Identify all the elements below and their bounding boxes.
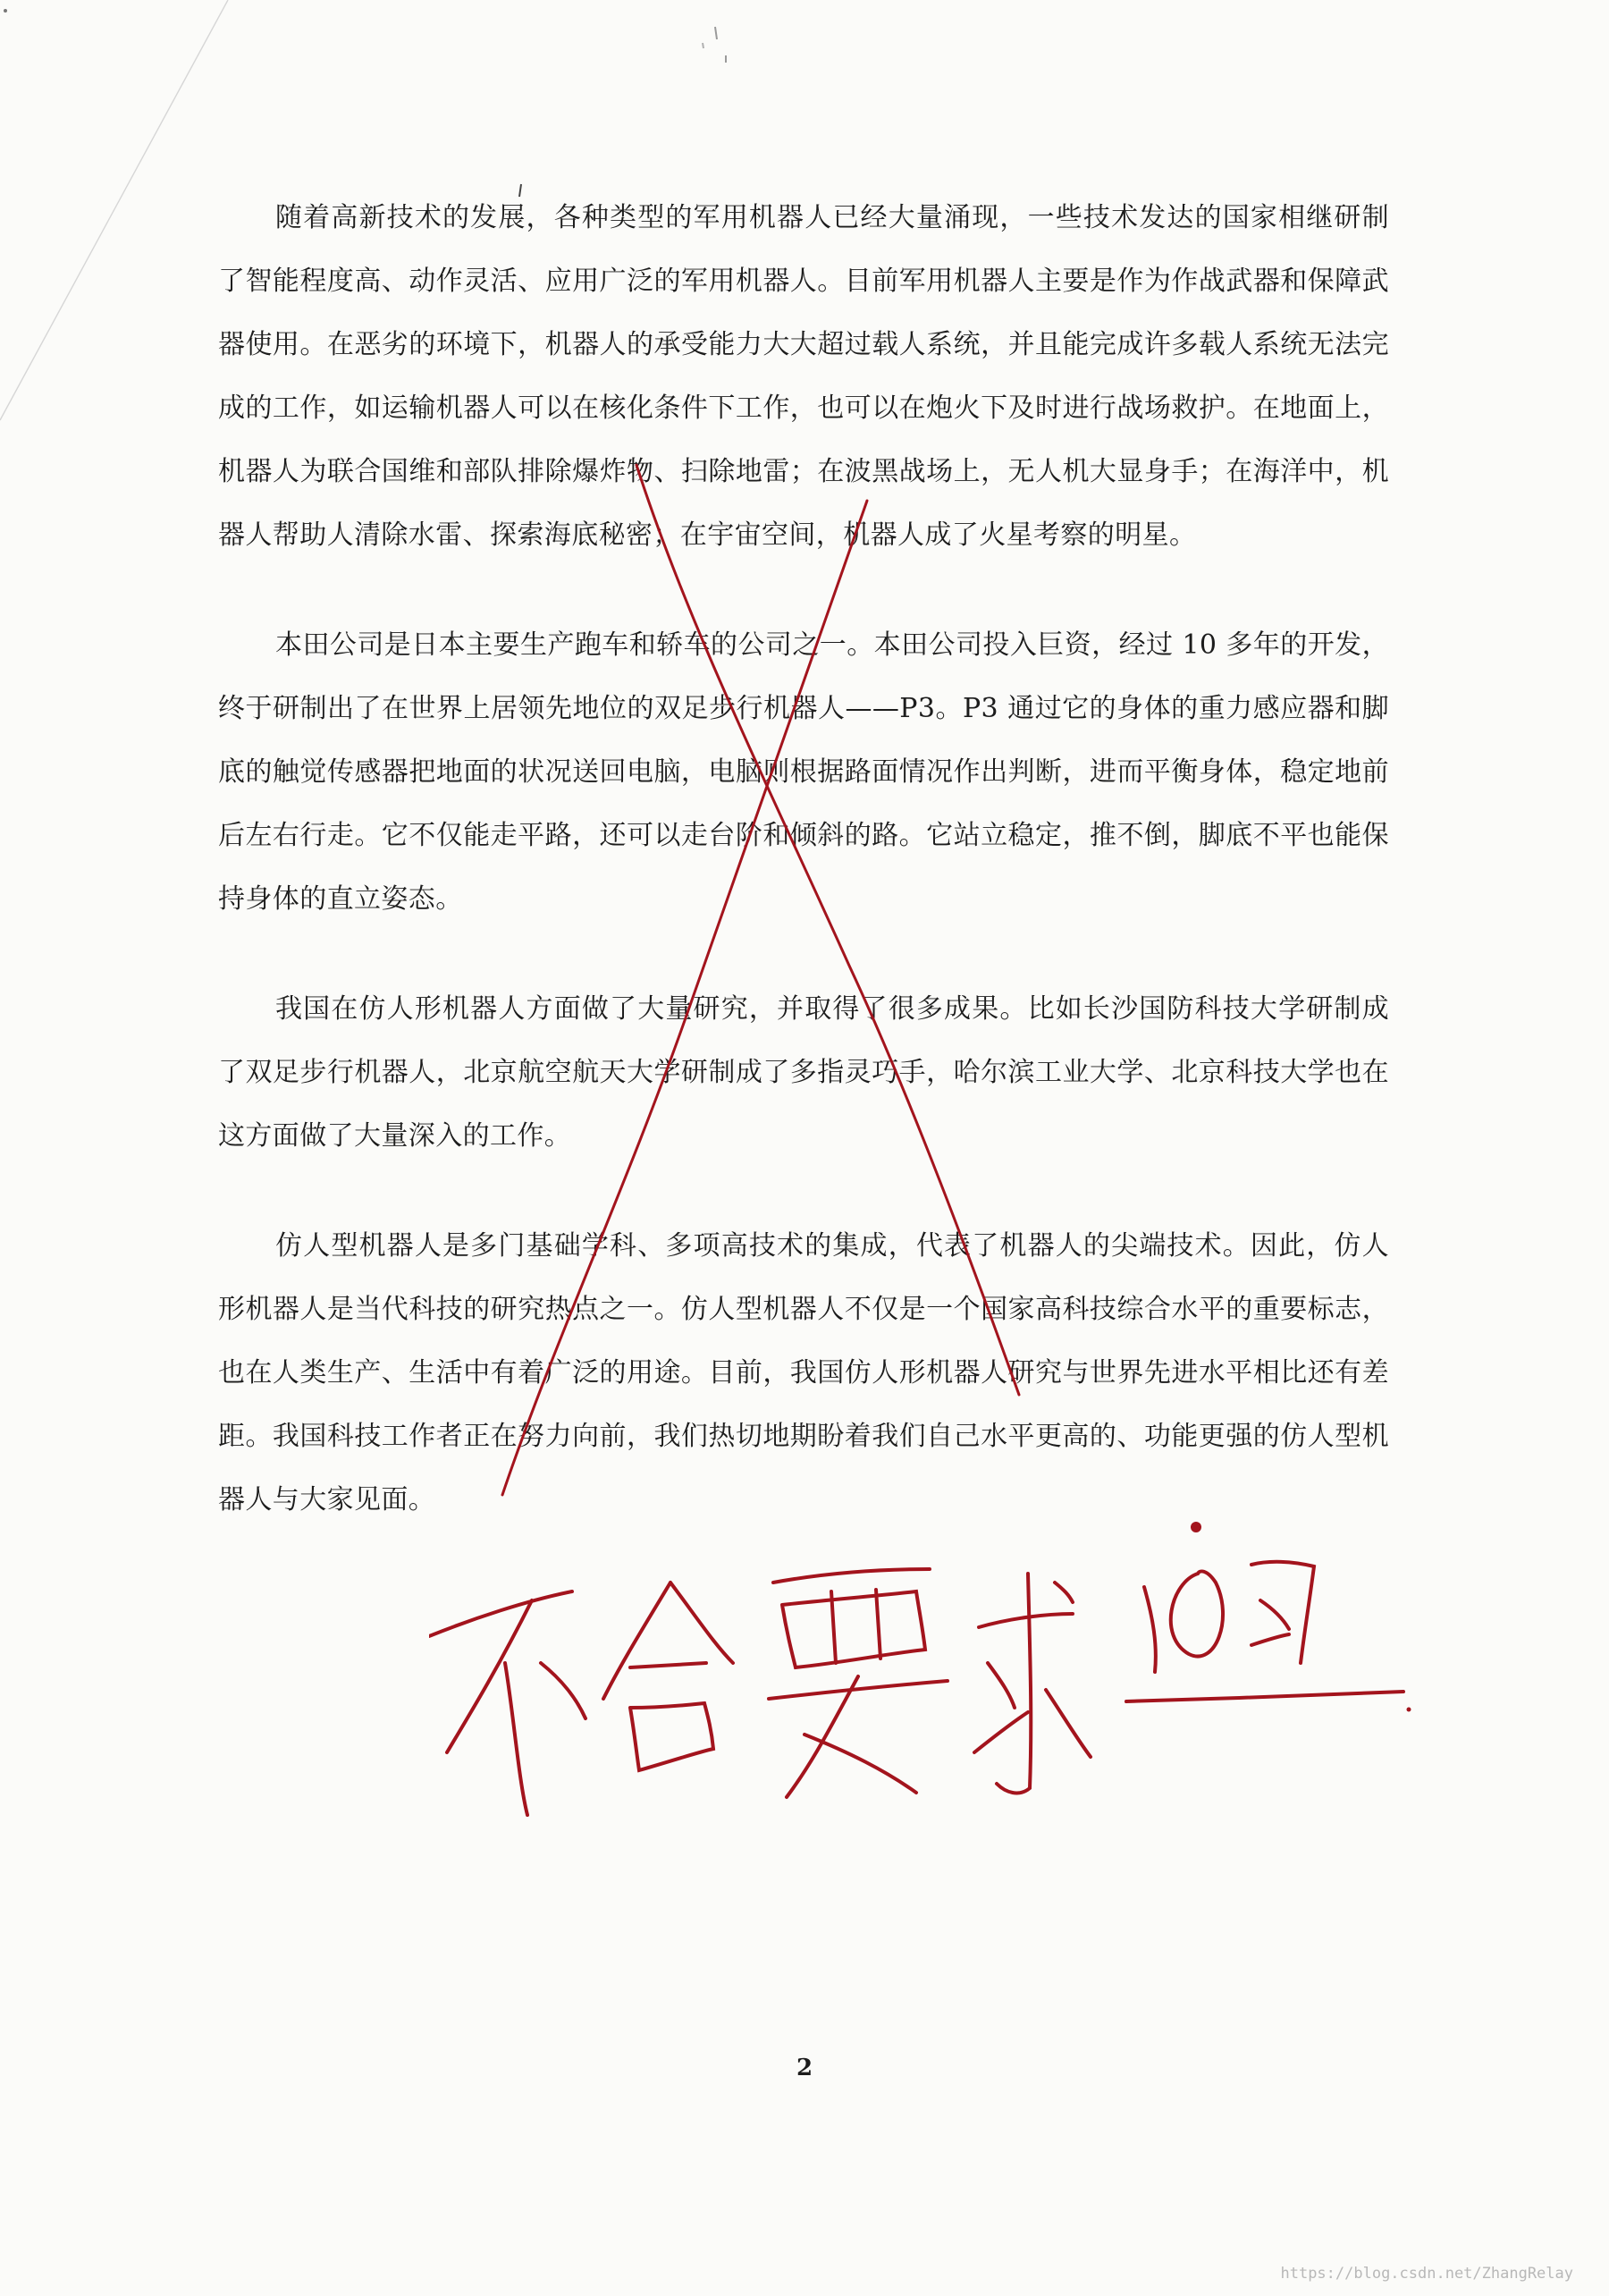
paragraph-honda-p3: 本田公司是日本主要生产跑车和轿车的公司之一。本田公司投入巨资，经过 10 多年的开发，终于研制出了在世界上居领先地位的双足步行机器人——P3。P3 通过它的身体的重力感应器和脚底的触觉传感器把地面的状况送回电脑，电脑则根据路面情况作出判断，进而平衡身体，稳定地前后左右行走。它不仅能走平路，还可以走台阶和倾斜的路。它站立稳定，推不倒，脚底不平也能保持身体的直立姿态。: [218, 629, 1389, 915]
paragraph-china-research: 我国在仿人形机器人方面做了大量研究，并取得了很多成果。比如长沙国防科技大学研制成了双足步行机器人，北京航空航天大学研制成了多指灵巧手，哈尔滨工业大学、北京科技大学也在这方面做了大量深入的工作。: [218, 993, 1389, 1152]
paragraph-military-robots: 随着高新技术的发展，各种类型的军用机器人已经大量涌现，一些技术发达的国家相继研制了智能程度高、动作灵活、应用广泛的军用机器人。目前军用机器人主要是作为作战武器和保障武器使用。在恶劣的环境下，机器人的承受能力大大超过载人系统，并且能完成许多载人系统无法完成的工作，如运输机器人可以在核化条件下工作，也可以在炮火下及时进行战场救护。在地面上，机器人为联合国维和部队排除爆炸物、扫除地雷；在波黑战场上，无人机大显身手；在海洋中，机器人帮助人清除水雷、探索海底秘密；在宇宙空间，机器人成了火星考察的明星。: [218, 202, 1389, 551]
document-body: [218, 186, 1389, 1578]
paragraph-humanoid-summary: 仿人型机器人是多门基础学科、多项高技术的集成，代表了机器人的尖端技术。因此，仿人形机器人是当代科技的研究热点之一。仿人型机器人不仅是一个国家高科技综合水平的重要标志，也在人类生产、生活中有着广泛的用途。目前，我国仿人形机器人研究与世界先进水平相比还有差距。我国科技工作者正在努力向前，我们热切地期盼着我们自己水平更高的、功能更强的仿人型机器人与大家见面。: [218, 1230, 1389, 1515]
watermark-url: https://blog.csdn.net/ZhangRelay: [1280, 2265, 1573, 2283]
page-number: 2: [796, 2055, 813, 2081]
